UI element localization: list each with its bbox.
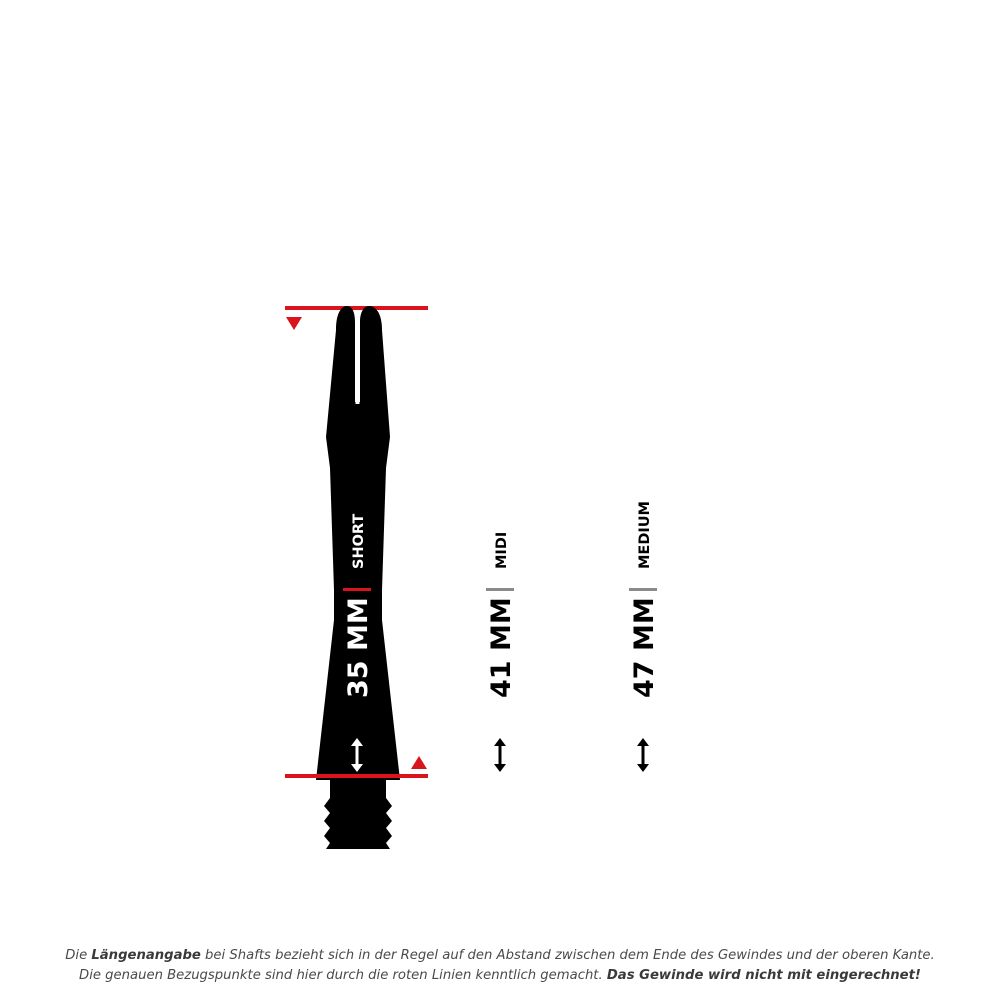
midi-label: MIDI [494, 531, 510, 569]
footnote-warning: Das Gewinde wird nicht mit eingerechnet! [606, 968, 921, 983]
top-reference-line [285, 306, 428, 310]
medium-length-label: 47 MM [629, 597, 660, 698]
midi-length-label: 41 MM [486, 597, 517, 698]
double-arrow-icon [494, 738, 506, 772]
footnote-emphasis: Längenangabe [91, 948, 201, 963]
medium-label: MEDIUM [637, 501, 653, 569]
up-triangle-icon [411, 756, 427, 769]
short-length-label: 35 MM [343, 597, 374, 698]
bottom-reference-line [285, 774, 428, 778]
double-arrow-icon [637, 738, 649, 772]
short-divider [343, 588, 371, 591]
shaft-slot [356, 320, 360, 404]
shaft-thread [324, 780, 392, 849]
medium-divider [629, 588, 657, 591]
footnote-line-2: Die genauen Bezugspunkte sind hier durch die roten Linien kenntlich gemacht. Das Gewinde wird nicht mit eingerechnet! [79, 968, 921, 983]
down-triangle-icon [286, 317, 302, 330]
footnote [0, 946, 1000, 986]
midi-divider [486, 588, 514, 591]
short-label: SHORT [351, 513, 367, 569]
footnote-line-1: Die Längenangabe bei Shafts bezieht sich in der Regel auf den Abstand zwischen dem Ende des Gewindes und der oberen Kante. [65, 948, 935, 963]
